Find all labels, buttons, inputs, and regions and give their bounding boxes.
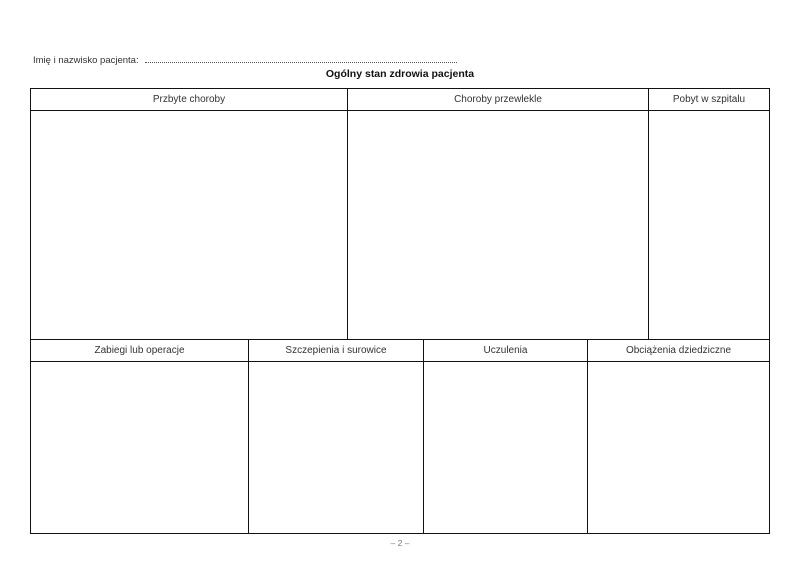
header-past-diseases: Przbyte choroby (31, 89, 348, 111)
patient-name-line (33, 53, 457, 66)
header-chronic-diseases: Choroby przewlekle (348, 89, 649, 111)
header-procedures: Zabiegi lub operacje (31, 340, 249, 362)
bottom-table (30, 339, 770, 534)
top-table (30, 88, 770, 340)
field-hereditary-conditions[interactable] (588, 362, 769, 533)
header-allergies: Uczulenia (424, 340, 588, 362)
patient-name-field[interactable] (145, 53, 457, 63)
form-title: Ogólny stan zdrowia pacjenta (325, 68, 475, 80)
header-vaccinations: Szczepienia i surowice (249, 340, 424, 362)
field-procedures[interactable] (31, 362, 249, 533)
page-number: – 2 – (390, 538, 410, 548)
field-allergies[interactable] (424, 362, 588, 533)
field-hospital-stay[interactable] (649, 111, 769, 339)
field-past-diseases[interactable] (31, 111, 348, 339)
patient-name-label: Imię i nazwisko pacjenta: (33, 55, 139, 66)
field-vaccinations[interactable] (249, 362, 424, 533)
header-hospital-stay: Pobyt w szpitalu (649, 89, 769, 111)
field-chronic-diseases[interactable] (348, 111, 649, 339)
header-hereditary-conditions: Obciążenia dziedziczne (588, 340, 769, 362)
